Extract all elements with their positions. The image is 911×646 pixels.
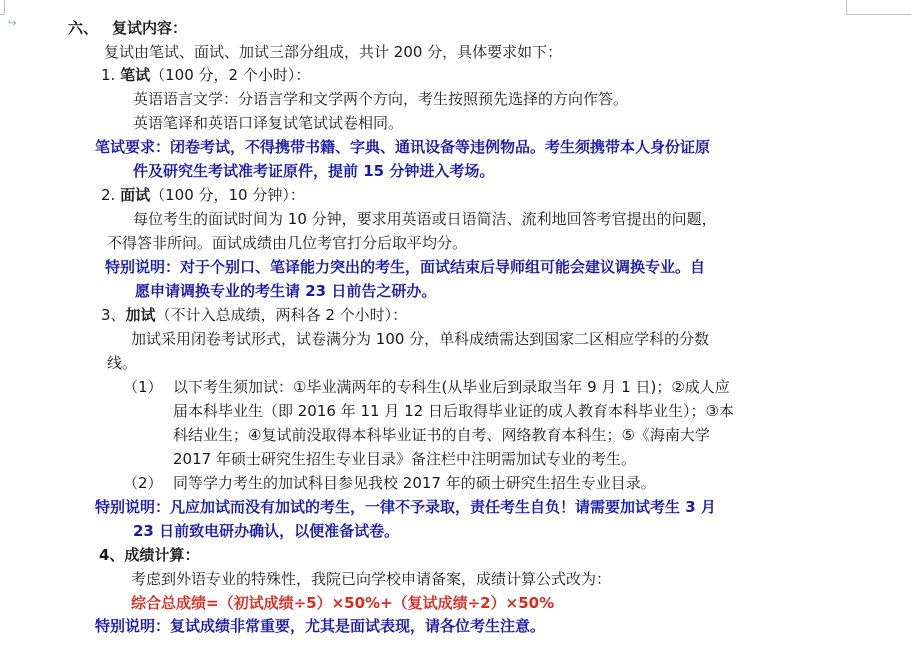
written-requirement-line-1: 笔试要求：闭卷考试，不得携带书籍、字典、通讯设备等违例物品。考生须携带本人身份证原: [95, 138, 711, 156]
extra-item-1-number: （1）: [123, 378, 163, 396]
extra-line-2: 线。: [107, 354, 138, 372]
interview-heading-detail: （100 分，10 分钟）：: [150, 186, 305, 204]
written-heading-detail: （100 分，2 个小时）：: [150, 66, 311, 84]
extra-item-1-line-4: 2017 年硕士研究生招生专业目录》备注栏中注明需加试专业的考生。: [173, 450, 636, 468]
interview-line-2: 不得答非所问。面试成绩由几位考官打分后取平均分。: [107, 234, 468, 252]
page-corner-mark-top-left-h: [0, 14, 4, 15]
written-heading-label: 笔试: [120, 66, 151, 84]
extra-note-line-2: 23 日前致电研办确认，以便准备试卷。: [133, 522, 400, 540]
extra-heading-num: 3、: [101, 306, 126, 324]
written-heading-num: 1.: [101, 66, 121, 84]
interview-heading: [101, 184, 305, 206]
extra-item-1-line-2: 届本科毕业生（即 2016 年 11 月 12 日后取得毕业证的成人教育本科毕业生）；③本: [173, 402, 734, 420]
extra-item-2-number: （2）: [123, 474, 163, 492]
section-number: 六、: [68, 19, 99, 37]
score-line-1: 考虑到外语专业的特殊性，我院已向学校申请备案，成绩计算公式改为：: [131, 570, 612, 588]
extra-note-line-1: 特别说明：凡应加试而没有加试的考生，一律不予录取，责任考生自负！请需要加试考生 3 月: [95, 498, 716, 516]
interview-note-line-1: 特别说明：对于个别口、笔译能力突出的考生，面试结束后导师组可能会建议调换专业。自: [105, 258, 706, 276]
extra-line-1: 加试采用闭卷考试形式，试卷满分为 100 分，单科成绩需达到国家二区相应学科的分数: [131, 330, 710, 348]
section-title: 复试内容：: [112, 19, 188, 37]
extra-item-1-line-1: 以下考生须加试：①毕业满两年的专科生(从毕业后到录取当年 9 月 1 日)；②成人应: [173, 378, 730, 396]
extra-item-2-line-1: 同等学力考生的加试科目参见我校 2017 年的硕士研究生招生专业目录。: [173, 474, 656, 492]
interview-heading-num: 2.: [101, 186, 121, 204]
extra-heading-detail: （不计入总成绩，两科各 2 个小时）：: [155, 306, 408, 324]
extra-heading-label: 加试: [125, 306, 156, 324]
interview-note-line-2: 愿申请调换专业的考生请 23 日前告之研办。: [135, 282, 437, 300]
interview-heading-label: 面试: [120, 186, 151, 204]
written-line-1: 英语语言文学：分语言学和文学两个方向，考生按照预先选择的方向作答。: [133, 90, 629, 108]
interview-line-1: 每位考生的面试时间为 10 分钟，要求用英语或日语简洁、流利地回答考官提出的问题，: [133, 210, 717, 228]
tab-stop-icon: ↪: [8, 18, 17, 29]
page-corner-mark-top-left: [0, 0, 5, 14]
score-heading: 4、成绩计算：: [99, 546, 200, 564]
section-heading: [68, 17, 187, 39]
score-note: 特别说明：复试成绩非常重要，尤其是面试表现，请各位考生注意。: [95, 617, 546, 635]
written-line-2: 英语笔译和英语口译复试笔试试卷相同。: [133, 114, 404, 132]
written-requirement-line-2: 件及研究生考试准考证原件，提前 15 分钟进入考场。: [133, 162, 495, 180]
extra-heading: [101, 304, 407, 326]
score-formula: 综合总成绩=（初试成绩÷5）×50%+（复试成绩÷2）×50%: [131, 594, 555, 612]
written-heading: [101, 64, 310, 86]
extra-item-1-line-3: 科结业生；④复试前没取得本科毕业证书的自考、网络教育本科生；⑤《海南大学: [173, 426, 710, 444]
section-intro: 复试由笔试、面试、加试三部分组成，共计 200 分，具体要求如下：: [104, 43, 563, 61]
page-corner-mark-top-right: [846, 0, 911, 15]
